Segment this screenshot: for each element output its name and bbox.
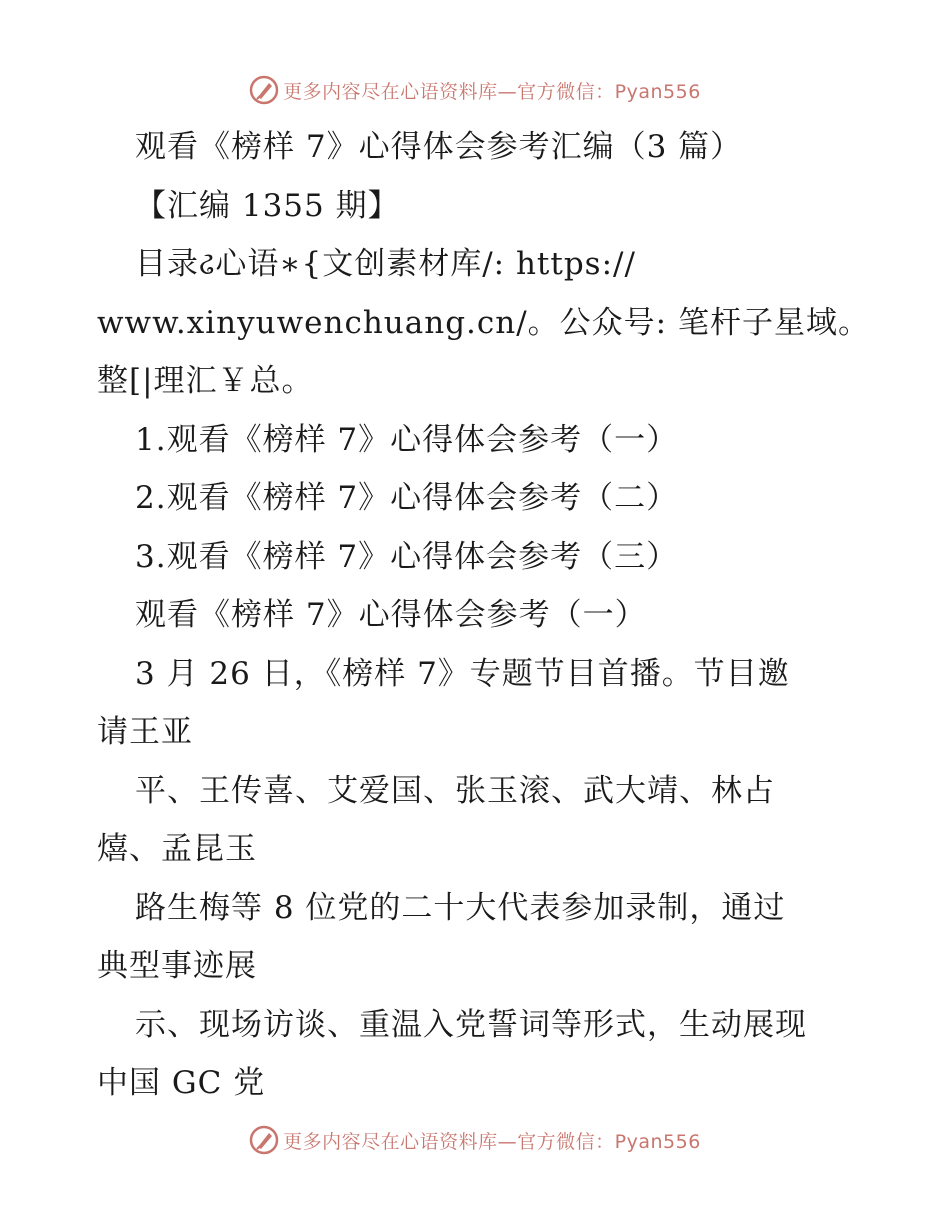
doc-issue: 【汇编 1355 期】 (135, 187, 400, 224)
body-line: 典型事迹展 (97, 948, 257, 984)
header-watermark-text: 更多内容尽在心语资料库—官方微信：Pyan556 (283, 80, 701, 103)
quill-pen-logo-icon (249, 1125, 279, 1155)
quill-pen-logo-icon (249, 75, 279, 105)
toc-item: 1.观看《榜样 7》心得体会参考（一） (135, 421, 679, 458)
toc-item: 2.观看《榜样 7》心得体会参考（二） (135, 480, 679, 516)
body-line: 平、王传喜、艾爱国、张玉滚、武大靖、林占 (135, 772, 775, 809)
header-watermark (0, 70, 950, 110)
doc-line: 目录ઢ心语∗{文创素材库/: https:// (135, 246, 636, 282)
doc-title: 观看《榜样 7》心得体会参考汇编（3 篇） (135, 129, 743, 165)
body-line: 3 月 26 日，《榜样 7》专题节目首播。节目邀 (135, 655, 790, 692)
section-heading: 观看《榜样 7》心得体会参考（一） (135, 597, 647, 633)
doc-line: 整[|理汇￥总。 (97, 363, 314, 399)
document-body (97, 118, 870, 1113)
toc-item: 3.观看《榜样 7》心得体会参考（三） (135, 538, 679, 575)
footer-watermark-text: 更多内容尽在心语资料库—官方微信：Pyan556 (283, 1130, 701, 1153)
footer-watermark (0, 1120, 950, 1160)
body-line: 中国 GC 党 (97, 1065, 266, 1101)
body-line: 熺、孟昆玉 (97, 831, 257, 867)
body-line: 路生梅等 8 位党的二十大代表参加录制，通过 (135, 889, 786, 926)
body-line: 请王亚 (97, 714, 193, 750)
doc-line: www.xinyuwenchuang.cn/。公众号: 笔杆子星域。 (97, 304, 870, 341)
body-line: 示、现场访谈、重温入党誓词等形式，生动展现 (135, 1006, 807, 1043)
